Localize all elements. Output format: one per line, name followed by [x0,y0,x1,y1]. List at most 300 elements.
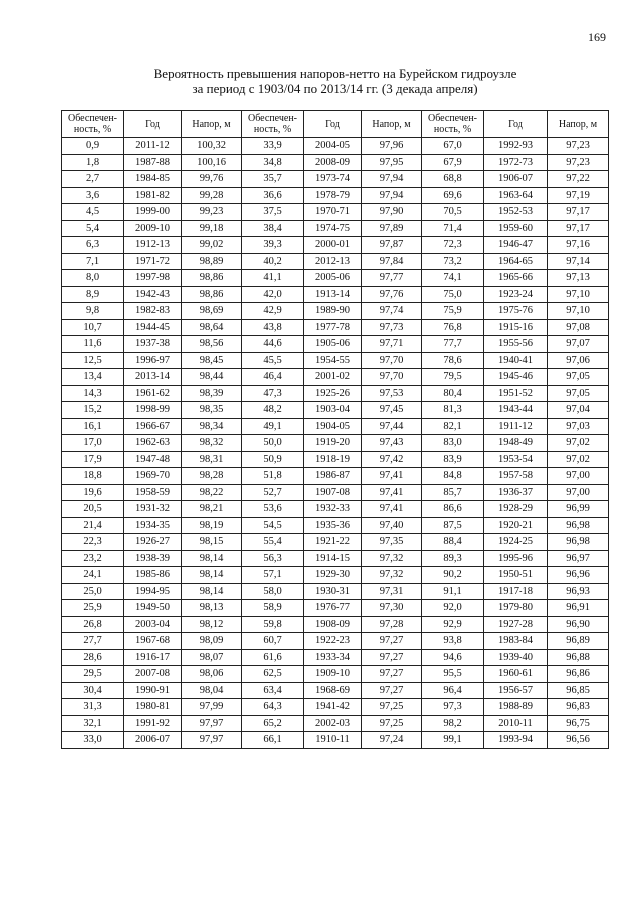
table-cell: 1958-59 [124,484,182,501]
table-cell: 1924-25 [484,534,548,551]
table-cell: 1921-22 [304,534,362,551]
table-cell: 44,6 [242,336,304,353]
table-cell: 67,0 [422,138,484,155]
table-row [62,583,609,600]
table-cell: 8,0 [62,270,124,287]
table-cell: 1992-93 [484,138,548,155]
table-cell: 1914-15 [304,550,362,567]
table-cell: 98,06 [182,666,242,683]
column-header: Обеспечен-ность, % [242,111,304,138]
table-cell: 2005-06 [304,270,362,287]
table-cell: 1917-18 [484,583,548,600]
table-cell: 19,6 [62,484,124,501]
table-cell: 97,70 [362,369,422,386]
table-cell: 97,35 [362,534,422,551]
table-cell: 96,89 [548,633,609,650]
table-cell: 52,7 [242,484,304,501]
table-cell: 1965-66 [484,270,548,287]
table-cell: 99,1 [422,732,484,749]
table-cell: 98,28 [182,468,242,485]
table-cell: 96,90 [548,616,609,633]
table-cell: 1993-94 [484,732,548,749]
table-cell: 97,77 [362,270,422,287]
table-row [62,385,609,402]
table-cell: 32,1 [62,715,124,732]
page-number: 169 [588,30,606,44]
table-cell: 28,6 [62,649,124,666]
table-cell: 98,21 [182,501,242,518]
table-cell: 97,30 [362,600,422,617]
table-cell: 98,04 [182,682,242,699]
table-cell: 96,88 [548,649,609,666]
table-cell: 97,16 [548,237,609,254]
table-cell: 99,28 [182,187,242,204]
table-cell: 1976-77 [304,600,362,617]
table-cell: 97,94 [362,171,422,188]
table-cell: 1927-28 [484,616,548,633]
table-row [62,567,609,584]
table-cell: 97,3 [422,699,484,716]
column-header: Год [124,111,182,138]
table-cell: 1974-75 [304,220,362,237]
table-cell: 2001-02 [304,369,362,386]
table-cell: 1913-14 [304,286,362,303]
table-cell: 83,9 [422,451,484,468]
table-cell: 1989-90 [304,303,362,320]
table-row [62,154,609,171]
table-cell: 1918-19 [304,451,362,468]
column-header: Напор, м [362,111,422,138]
table-row [62,534,609,551]
table-cell: 1908-09 [304,616,362,633]
table-cell: 98,35 [182,402,242,419]
table-cell: 98,31 [182,451,242,468]
table-cell: 1971-72 [124,253,182,270]
table-cell: 1926-27 [124,534,182,551]
table-row [62,699,609,716]
table-cell: 17,9 [62,451,124,468]
table-row [62,187,609,204]
table-cell: 100,32 [182,138,242,155]
table-cell: 98,45 [182,352,242,369]
table-cell: 97,43 [362,435,422,452]
table-cell: 97,94 [362,187,422,204]
table-header-row [62,111,609,138]
table-cell: 97,32 [362,550,422,567]
table-cell: 66,1 [242,732,304,749]
table-cell: 2006-07 [124,732,182,749]
table-cell: 97,28 [362,616,422,633]
table-cell: 18,8 [62,468,124,485]
table-cell: 51,8 [242,468,304,485]
table-cell: 24,1 [62,567,124,584]
table-cell: 98,44 [182,369,242,386]
table-cell: 1985-86 [124,567,182,584]
table-cell: 75,9 [422,303,484,320]
table-cell: 99,18 [182,220,242,237]
table-cell: 21,4 [62,517,124,534]
table-cell: 97,08 [548,319,609,336]
table-cell: 97,23 [548,138,609,155]
table-cell: 3,6 [62,187,124,204]
table-cell: 89,3 [422,550,484,567]
table-cell: 1951-52 [484,385,548,402]
table-cell: 2009-10 [124,220,182,237]
table-row [62,319,609,336]
table-cell: 1909-10 [304,666,362,683]
table-cell: 90,2 [422,567,484,584]
table-cell: 98,12 [182,616,242,633]
table-cell: 96,98 [548,534,609,551]
table-cell: 98,32 [182,435,242,452]
table-cell: 96,85 [548,682,609,699]
table-cell: 97,42 [362,451,422,468]
column-header: Напор, м [548,111,609,138]
table-cell: 71,4 [422,220,484,237]
table-cell: 1973-74 [304,171,362,188]
table-cell: 35,7 [242,171,304,188]
table-cell: 79,5 [422,369,484,386]
table-row [62,220,609,237]
table-cell: 1966-67 [124,418,182,435]
table-cell: 63,4 [242,682,304,699]
table-cell: 97,24 [362,732,422,749]
table-cell: 2008-09 [304,154,362,171]
table-cell: 86,6 [422,501,484,518]
table-row [62,352,609,369]
table-cell: 98,19 [182,517,242,534]
table-cell: 29,5 [62,666,124,683]
table-cell: 1972-73 [484,154,548,171]
table-cell: 15,2 [62,402,124,419]
table-row [62,600,609,617]
table-cell: 11,6 [62,336,124,353]
table-cell: 2012-13 [304,253,362,270]
table-cell: 97,17 [548,204,609,221]
table-cell: 97,14 [548,253,609,270]
table-cell: 68,8 [422,171,484,188]
table-cell: 87,5 [422,517,484,534]
table-cell: 1931-32 [124,501,182,518]
table-cell: 1963-64 [484,187,548,204]
table-row [62,204,609,221]
table-cell: 59,8 [242,616,304,633]
table-cell: 1946-47 [484,237,548,254]
table-cell: 64,3 [242,699,304,716]
table-cell: 97,74 [362,303,422,320]
table-cell: 96,93 [548,583,609,600]
table-cell: 96,83 [548,699,609,716]
table-cell: 1975-76 [484,303,548,320]
table-cell: 1986-87 [304,468,362,485]
table-cell: 1970-71 [304,204,362,221]
table-cell: 73,2 [422,253,484,270]
table-row [62,616,609,633]
table-cell: 1907-08 [304,484,362,501]
table-cell: 1941-42 [304,699,362,716]
table-cell: 9,8 [62,303,124,320]
table-body [62,138,609,749]
table-cell: 1947-48 [124,451,182,468]
table-cell: 1984-85 [124,171,182,188]
table-cell: 13,4 [62,369,124,386]
table-row [62,253,609,270]
table-cell: 1928-29 [484,501,548,518]
table-cell: 1990-91 [124,682,182,699]
table-cell: 97,99 [182,699,242,716]
column-header: Обеспечен-ность, % [422,111,484,138]
table-cell: 1952-53 [484,204,548,221]
table-cell: 97,73 [362,319,422,336]
table-row [62,468,609,485]
table-cell: 97,17 [548,220,609,237]
table-cell: 55,4 [242,534,304,551]
table-cell: 25,9 [62,600,124,617]
table-cell: 1945-46 [484,369,548,386]
table-cell: 77,7 [422,336,484,353]
table-cell: 17,0 [62,435,124,452]
table-cell: 1979-80 [484,600,548,617]
table-cell: 1940-41 [484,352,548,369]
table-cell: 40,2 [242,253,304,270]
table-cell: 1943-44 [484,402,548,419]
table-row [62,237,609,254]
head-probability-table [61,110,609,749]
table-cell: 1977-78 [304,319,362,336]
table-cell: 1911-12 [484,418,548,435]
table-cell: 1954-55 [304,352,362,369]
table-cell: 2011-12 [124,138,182,155]
table-cell: 1905-06 [304,336,362,353]
table-cell: 84,8 [422,468,484,485]
table-cell: 98,14 [182,583,242,600]
table-cell: 1950-51 [484,567,548,584]
table-cell: 97,89 [362,220,422,237]
column-header: Напор, м [182,111,242,138]
table-cell: 60,7 [242,633,304,650]
table-cell: 98,15 [182,534,242,551]
table-cell: 98,13 [182,600,242,617]
table-row [62,336,609,353]
table-cell: 1991-92 [124,715,182,732]
table-cell: 92,0 [422,600,484,617]
table-cell: 1948-49 [484,435,548,452]
table-cell: 10,7 [62,319,124,336]
table-cell: 97,27 [362,633,422,650]
table-cell: 97,04 [548,402,609,419]
table-cell: 1938-39 [124,550,182,567]
table-cell: 26,8 [62,616,124,633]
table-cell: 1919-20 [304,435,362,452]
table-cell: 27,7 [62,633,124,650]
table-cell: 1957-58 [484,468,548,485]
table-cell: 97,27 [362,682,422,699]
table-cell: 97,25 [362,699,422,716]
table-cell: 39,3 [242,237,304,254]
table-row [62,682,609,699]
table-cell: 1932-33 [304,501,362,518]
table-cell: 97,31 [362,583,422,600]
table-cell: 96,97 [548,550,609,567]
table-row [62,649,609,666]
table-cell: 99,02 [182,237,242,254]
table-cell: 36,6 [242,187,304,204]
table-cell: 2007-08 [124,666,182,683]
table-cell: 99,76 [182,171,242,188]
table-cell: 97,70 [362,352,422,369]
title-line-2: за период с 1903/04 по 2013/14 гг. (3 декада апреля) [192,81,478,96]
table-cell: 96,4 [422,682,484,699]
table-cell: 83,0 [422,435,484,452]
table-cell: 78,6 [422,352,484,369]
table-cell: 6,3 [62,237,124,254]
table-cell: 1968-69 [304,682,362,699]
table-cell: 98,39 [182,385,242,402]
table-cell: 1962-63 [124,435,182,452]
table-row [62,418,609,435]
table-cell: 50,9 [242,451,304,468]
table-cell: 81,3 [422,402,484,419]
table-cell: 98,14 [182,550,242,567]
table-cell: 1944-45 [124,319,182,336]
table-cell: 41,1 [242,270,304,287]
table-cell: 1969-70 [124,468,182,485]
table-cell: 0,9 [62,138,124,155]
table-cell: 96,98 [548,517,609,534]
table-cell: 97,10 [548,303,609,320]
table-cell: 1983-84 [484,633,548,650]
table-cell: 1912-13 [124,237,182,254]
table-cell: 1923-24 [484,286,548,303]
table-cell: 91,1 [422,583,484,600]
table-cell: 98,2 [422,715,484,732]
table-cell: 97,06 [548,352,609,369]
table-cell: 97,00 [548,468,609,485]
table-cell: 1934-35 [124,517,182,534]
table-cell: 97,07 [548,336,609,353]
table-row [62,501,609,518]
table-cell: 99,23 [182,204,242,221]
table-cell: 14,3 [62,385,124,402]
table-cell: 48,2 [242,402,304,419]
table-cell: 1906-07 [484,171,548,188]
table-cell: 97,95 [362,154,422,171]
table-cell: 97,05 [548,369,609,386]
table-row [62,369,609,386]
table-row [62,715,609,732]
table-cell: 1981-82 [124,187,182,204]
table-cell: 97,97 [182,732,242,749]
table-cell: 97,25 [362,715,422,732]
table-cell: 97,45 [362,402,422,419]
table-row [62,138,609,155]
table-cell: 23,2 [62,550,124,567]
table-cell: 1960-61 [484,666,548,683]
table-cell: 97,32 [362,567,422,584]
table-cell: 8,9 [62,286,124,303]
table-cell: 97,41 [362,501,422,518]
table-cell: 65,2 [242,715,304,732]
table-row [62,550,609,567]
table-cell: 100,16 [182,154,242,171]
table-cell: 98,14 [182,567,242,584]
table-cell: 92,9 [422,616,484,633]
table-row [62,402,609,419]
table-cell: 97,76 [362,286,422,303]
table-cell: 58,9 [242,600,304,617]
table-cell: 1967-68 [124,633,182,650]
table-cell: 97,10 [548,286,609,303]
table-cell: 1936-37 [484,484,548,501]
table-cell: 70,5 [422,204,484,221]
table-cell: 1980-81 [124,699,182,716]
table-cell: 97,41 [362,484,422,501]
table-cell: 1956-57 [484,682,548,699]
table-cell: 98,89 [182,253,242,270]
table-cell: 49,1 [242,418,304,435]
table-cell: 97,44 [362,418,422,435]
table-cell: 38,4 [242,220,304,237]
table-cell: 97,13 [548,270,609,287]
table-cell: 96,86 [548,666,609,683]
table-cell: 50,0 [242,435,304,452]
table-cell: 98,86 [182,286,242,303]
table-cell: 1964-65 [484,253,548,270]
table-row [62,451,609,468]
table-cell: 37,5 [242,204,304,221]
table-cell: 34,8 [242,154,304,171]
table-cell: 96,99 [548,501,609,518]
table-row [62,435,609,452]
table-cell: 42,0 [242,286,304,303]
table-cell: 69,6 [422,187,484,204]
table-cell: 96,75 [548,715,609,732]
table-cell: 1939-40 [484,649,548,666]
table-cell: 58,0 [242,583,304,600]
table-cell: 20,5 [62,501,124,518]
table-cell: 98,64 [182,319,242,336]
table-cell: 1903-04 [304,402,362,419]
table-cell: 1930-31 [304,583,362,600]
table-cell: 1933-34 [304,649,362,666]
table-cell: 98,86 [182,270,242,287]
table-cell: 4,5 [62,204,124,221]
table-cell: 97,19 [548,187,609,204]
table-cell: 56,3 [242,550,304,567]
table-cell: 61,6 [242,649,304,666]
table-cell: 1904-05 [304,418,362,435]
table-cell: 94,6 [422,649,484,666]
table-cell: 97,00 [548,484,609,501]
table-cell: 67,9 [422,154,484,171]
table-cell: 42,9 [242,303,304,320]
table-cell: 2002-03 [304,715,362,732]
table-cell: 97,22 [548,171,609,188]
table-cell: 98,56 [182,336,242,353]
table-cell: 98,69 [182,303,242,320]
column-header: Год [304,111,362,138]
table-row [62,666,609,683]
table-cell: 1922-23 [304,633,362,650]
table-cell: 98,09 [182,633,242,650]
table-cell: 1942-43 [124,286,182,303]
table-cell: 96,56 [548,732,609,749]
table-cell: 97,87 [362,237,422,254]
table-cell: 57,1 [242,567,304,584]
table-cell: 1996-97 [124,352,182,369]
table-cell: 1929-30 [304,567,362,584]
table-cell: 2003-04 [124,616,182,633]
